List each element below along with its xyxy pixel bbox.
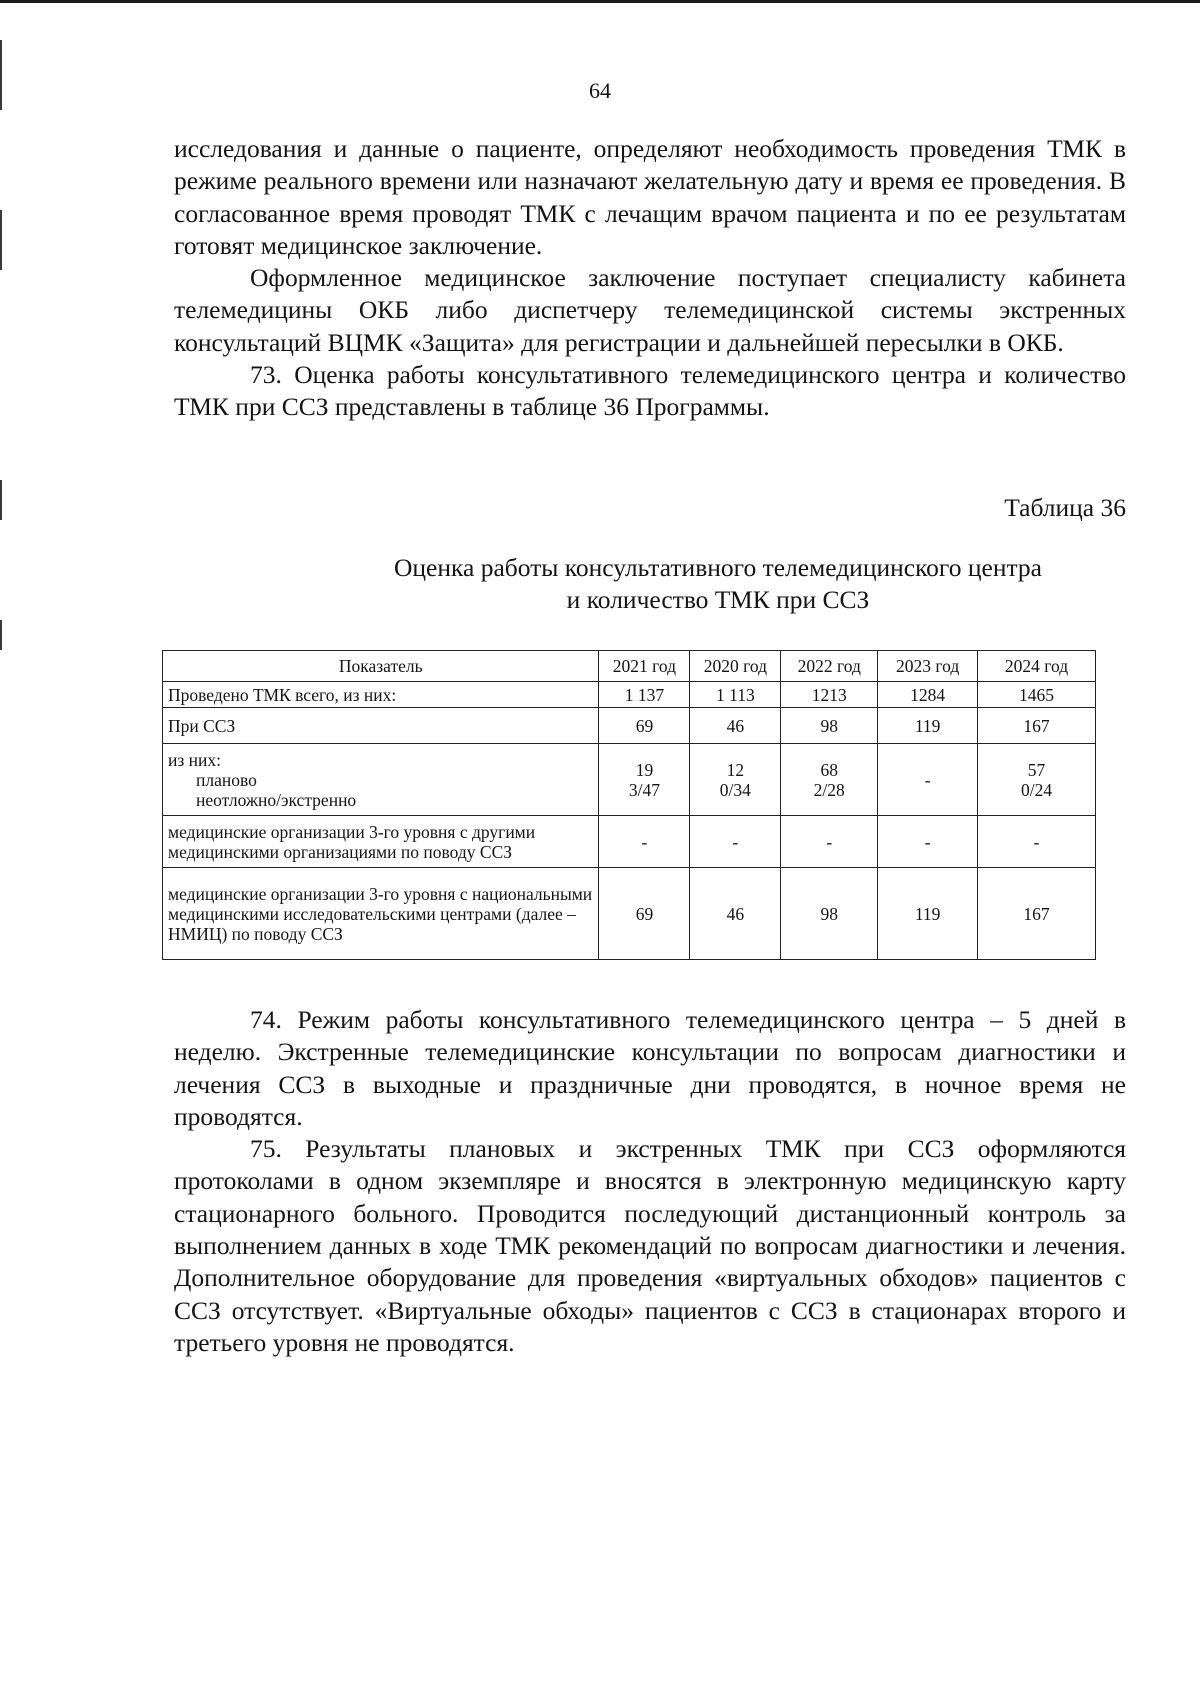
table-cell: 119 — [878, 868, 978, 960]
table-row — [163, 744, 1096, 816]
table-cell: 1465 — [978, 682, 1096, 708]
table-title-line: и количество ТМК при ССЗ — [566, 585, 870, 614]
scan-top-edge — [0, 0, 1200, 3]
table-title — [0, 552, 1200, 616]
table-cell: 1284 — [878, 682, 978, 708]
table-cell: 98 — [781, 868, 878, 960]
table-cell: 1 113 — [690, 682, 781, 708]
table-row — [163, 868, 1096, 960]
table-cell: - — [781, 816, 878, 868]
table-row — [163, 708, 1096, 744]
paragraph: 74. Режим работы консультативного телемедицинского центра – 5 дней в неделю. Экстренные телемедицинские консультации по вопросам диагностики и лечения ССЗ в выходные и праздничные дни проводятся, в ночное время не проводятся. — [174, 1005, 1126, 1131]
table-cell: 69 — [599, 708, 690, 744]
table-cell: 1 137 — [599, 682, 690, 708]
table-cell: 1213 — [781, 682, 878, 708]
row-label: медицинские организации 3-го уровня с другими медицинскими организациями по поводу ССЗ — [163, 816, 599, 868]
column-header: 2020 год — [690, 651, 781, 682]
table-cell: - — [599, 816, 690, 868]
row-label — [163, 744, 599, 816]
paragraph: 75. Результаты плановых и экстренных ТМК при ССЗ оформляются протоколами в одном экземпляре и вносятся в электронную медицинскую карту стационарного больного. Проводится последующий дистанционный контроль за выполнением данных в ходе ТМК рекомендаций по вопросам диагностики и лечения. Дополнительное оборудование для проведения «виртуальных обходов» пациентов с ССЗ отсутствует. «Виртуальные обходы» пациентов с ССЗ в стационарах второго и третьего уровня не проводятся. — [174, 1134, 1126, 1357]
scan-edge-mark — [0, 480, 2, 520]
row-label: При ССЗ — [163, 708, 599, 744]
body-text-top — [174, 133, 1126, 424]
body-text-bottom — [174, 1004, 1126, 1359]
paragraph: 73. Оценка работы консультативного телемедицинского центра и количество ТМК при ССЗ представлены в таблице 36 Программы. — [174, 360, 1126, 422]
row-label: Проведено ТМК всего, из них: — [163, 682, 599, 708]
table-title-line: Оценка работы консультативного телемедицинского центра — [393, 553, 1043, 582]
table-label: Таблица 36 — [1004, 493, 1126, 522]
table-cell: - — [878, 816, 978, 868]
table-cell: 119 — [878, 708, 978, 744]
table-cell: 167 — [978, 868, 1096, 960]
table-cell: 12 0/34 — [690, 744, 781, 816]
table-cell: - — [978, 816, 1096, 868]
table-cell: - — [878, 744, 978, 816]
table-cell: 98 — [781, 708, 878, 744]
column-header: 2022 год — [781, 651, 878, 682]
row-label-sub: планово — [196, 769, 257, 790]
column-header: 2024 год — [978, 651, 1096, 682]
column-header: 2023 год — [878, 651, 978, 682]
table-row — [163, 682, 1096, 708]
table-row — [163, 816, 1096, 868]
table-cell: - — [690, 816, 781, 868]
table-cell: 46 — [690, 868, 781, 960]
paragraph: Оформленное медицинское заключение поступает специалисту кабинета телемедицины ОКБ либо диспетчеру телемедицинской системы экстренных консультаций ВЦМК «Защита» для регистрации и дальнейшей пересылки в ОКБ. — [174, 263, 1126, 357]
table-cell: 167 — [978, 708, 1096, 744]
row-label-sub: неотложно/экстренно — [196, 789, 357, 810]
scan-edge-mark — [0, 210, 2, 270]
data-table — [162, 650, 1096, 960]
table-cell: 19 3/47 — [599, 744, 690, 816]
page-number: 64 — [589, 78, 611, 103]
table-cell: 69 — [599, 868, 690, 960]
row-label: медицинские организации 3-го уровня с национальными медицинскими исследовательскими центрами (далее – НМИЦ) по поводу ССЗ — [163, 868, 599, 960]
column-header: 2021 год — [599, 651, 690, 682]
row-label-main: из них: — [168, 749, 221, 770]
table-header-row — [163, 651, 1096, 682]
table-cell: 46 — [690, 708, 781, 744]
paragraph: исследования и данные о пациенте, определяют необходимость проведения ТМК в режиме реального времени или назначают желательную дату и время ее проведения. В согласованное время проводят ТМК с лечащим врачом пациента и по ее результатам готовят медицинское заключение. — [174, 134, 1126, 260]
scan-edge-mark — [0, 620, 2, 650]
table-cell: 57 0/24 — [978, 744, 1096, 816]
table-cell: 68 2/28 — [781, 744, 878, 816]
column-header: Показатель — [163, 651, 599, 682]
